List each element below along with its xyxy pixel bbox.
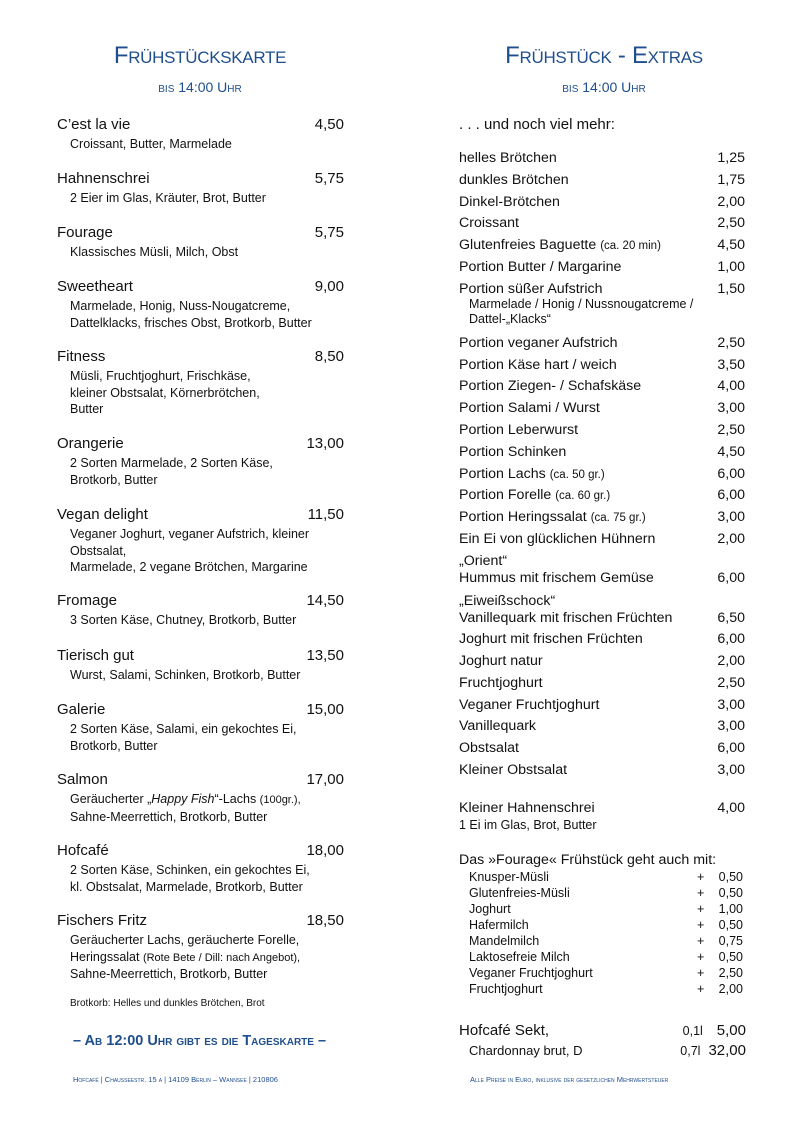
item-price: 5,75: [314, 170, 344, 187]
extra-item: Portion Butter / Margarine 1,00: [459, 259, 745, 275]
extra-item: helles Brötchen 1,25: [459, 150, 745, 166]
extra-item: Portion Ziegen- / Schafskäse 4,00: [459, 378, 745, 394]
item-description: Klassisches Müsli, Milch, Obst: [70, 245, 239, 259]
item-description: Geräucherter „Happy Fish“-Lachs (100gr.), Sahne-Meerrettich, Brotkorb, Butter: [70, 792, 301, 824]
menu-item: [57, 116, 344, 153]
extra-item: Portion Lachs (ca. 50 gr.) 6,00: [459, 466, 745, 482]
orient-label: „Orient“: [459, 553, 508, 569]
item-description: 2 Sorten Käse, Salami, ein gekochtes Ei, Brotkorb, Butter: [70, 722, 297, 753]
brotkorb-note: Brotkorb: Helles und dunkles Brötchen, Brot: [70, 998, 265, 1009]
item-price: 13,00: [306, 435, 344, 452]
hahnenschrei-subtext: 1 Ei im Glas, Brot, Butter: [459, 818, 597, 832]
menu-item: [57, 348, 344, 418]
item-name: Fromage: [57, 592, 118, 609]
extra-item: Portion Käse hart / weich 3,50: [459, 357, 745, 373]
menu-item: [57, 170, 344, 207]
extra-item: Joghurt natur 2,00: [459, 653, 745, 669]
extra-item: Ein Ei von glücklichen Hühnern 2,00: [459, 531, 745, 547]
extra-item: Portion veganer Aufstrich 2,50: [459, 335, 745, 351]
menu-item: [57, 842, 344, 895]
item-description: Croissant, Butter, Marmelade: [70, 137, 232, 151]
item-description: 2 Eier im Glas, Kräuter, Brot, Butter: [70, 191, 266, 205]
sekt-row: Hofcafé Sekt, 0,1l 5,00: [459, 1022, 746, 1039]
item-description: 2 Sorten Käse, Schinken, ein gekochtes Ei, kl. Obstsalat, Marmelade, Brotkorb, Butter: [70, 863, 310, 894]
extra-item: Portion süßer Aufstrich 1,50: [459, 281, 745, 297]
extra-item: Vanillequark 3,00: [459, 718, 745, 734]
item-price: 8,50: [314, 348, 344, 365]
item-price: 11,50: [307, 506, 344, 523]
eiweissschock-label: „Eiweißschock“: [459, 593, 556, 609]
extra-item: Kleiner Obstsalat 3,00: [459, 762, 745, 778]
item-price: 4,50: [314, 116, 344, 133]
item-description: 3 Sorten Käse, Chutney, Brotkorb, Butter: [70, 613, 297, 627]
item-price: 9,00: [314, 278, 344, 295]
menu-subtitle: bis 14:00 Uhr: [158, 79, 242, 95]
item-name: Salmon: [57, 771, 108, 788]
item-description: Müsli, Fruchtjoghurt, Frischkäse, kleiner Obstsalat, Körnerbrötchen, Butter: [70, 369, 260, 416]
extra-item: Hummus mit frischem Gemüse 6,00: [459, 570, 745, 586]
tageskarte-notice: – Ab 12:00 Uhr gibt es die Tageskarte –: [73, 1033, 327, 1049]
aufstrich-subtext: Marmelade / Honig / Nussnougatcreme / Dattel-„Klacks“: [469, 297, 694, 326]
item-description: 2 Sorten Marmelade, 2 Sorten Käse, Brotkorb, Butter: [70, 456, 273, 487]
menu-item: [57, 701, 344, 754]
item-description: Marmelade, Honig, Nuss-Nougatcreme, Dattelklacks, frisches Obst, Brotkorb, Butter: [70, 299, 312, 330]
menu-item: [57, 592, 344, 629]
menu-item: [57, 647, 344, 684]
item-name: Fischers Fritz: [57, 912, 147, 929]
menu-item: [57, 435, 344, 488]
menu-item: [57, 912, 344, 983]
fourage-intro: Das »Fourage« Frühstück geht auch mit:: [459, 852, 717, 868]
chardonnay-row: Chardonnay brut, D 0,7l 32,00: [469, 1042, 746, 1059]
menu-item: [57, 224, 344, 261]
extra-item: Portion Salami / Wurst 3,00: [459, 400, 745, 416]
item-description: Geräucherter Lachs, geräucherte Forelle, Heringssalat (Rote Bete / Dill: nach Angebot), Sahne-Meerrettich, Brotkorb, Butter: [70, 933, 301, 981]
extra-item: Kleiner Hahnenschrei 4,00: [459, 800, 745, 816]
extra-item: Croissant 2,50: [459, 215, 745, 231]
extra-item: Dinkel-Brötchen 2,00: [459, 194, 745, 210]
item-name: Fitness: [57, 348, 106, 365]
item-price: 5,75: [314, 224, 344, 241]
extra-item: Portion Leberwurst 2,50: [459, 422, 745, 438]
extras-subtitle: bis 14:00 Uhr: [562, 79, 646, 95]
menu-item: [57, 506, 344, 576]
extra-item: Obstsalat 6,00: [459, 740, 745, 756]
item-name: C’est la vie: [57, 116, 131, 133]
extras-intro: . . . und noch viel mehr:: [459, 116, 615, 133]
item-price: 18,50: [306, 912, 344, 929]
extra-item: Vanillequark mit frischen Früchten 6,50: [459, 610, 745, 626]
item-name: Vegan delight: [57, 506, 148, 523]
item-name: Galerie: [57, 701, 106, 718]
extra-item: dunkles Brötchen 1,75: [459, 172, 745, 188]
menu-title: Frühstückskarte: [113, 42, 287, 69]
item-description: Veganer Joghurt, veganer Aufstrich, kleiner Obstsalat, Marmelade, 2 vegane Brötchen, Margarine: [70, 527, 310, 574]
item-name: Tierisch gut: [57, 647, 134, 664]
item-price: 18,00: [306, 842, 344, 859]
extra-item: Fruchtjoghurt 2,50: [459, 675, 745, 691]
menu-item: [57, 771, 344, 825]
extras-title: Frühstück - Extras: [505, 42, 703, 69]
extra-item: Glutenfreies Baguette (ca. 20 min) 4,50: [459, 237, 745, 253]
extra-item: Joghurt mit frischen Früchten 6,00: [459, 631, 745, 647]
item-description: Wurst, Salami, Schinken, Brotkorb, Butter: [70, 668, 301, 682]
extra-item: Portion Forelle (ca. 60 gr.) 6,00: [459, 487, 745, 503]
item-price: 15,00: [306, 701, 344, 718]
extra-item: Portion Schinken 4,50: [459, 444, 745, 460]
item-name: Orangerie: [57, 435, 124, 452]
item-name: Hofcafé: [57, 842, 109, 859]
menu-item: [57, 278, 344, 331]
extra-item: Veganer Fruchtjoghurt 3,00: [459, 697, 745, 713]
item-price: 14,50: [306, 592, 344, 609]
price-footer: Alle Preise in Euro, inklusive der gesetzlichen Mehrwertsteuer: [470, 1075, 669, 1084]
item-price: 17,00: [306, 771, 344, 788]
item-name: Fourage: [57, 224, 113, 241]
item-name: Hahnenschrei: [57, 170, 150, 187]
address-footer: Hofcafé | Chausseestr. 15 a | 14109 Berlin – Wannsee | 210806: [73, 1075, 278, 1084]
item-name: Sweetheart: [57, 278, 133, 295]
extra-item: Portion Heringssalat (ca. 75 gr.) 3,00: [459, 509, 745, 525]
item-price: 13,50: [306, 647, 344, 664]
